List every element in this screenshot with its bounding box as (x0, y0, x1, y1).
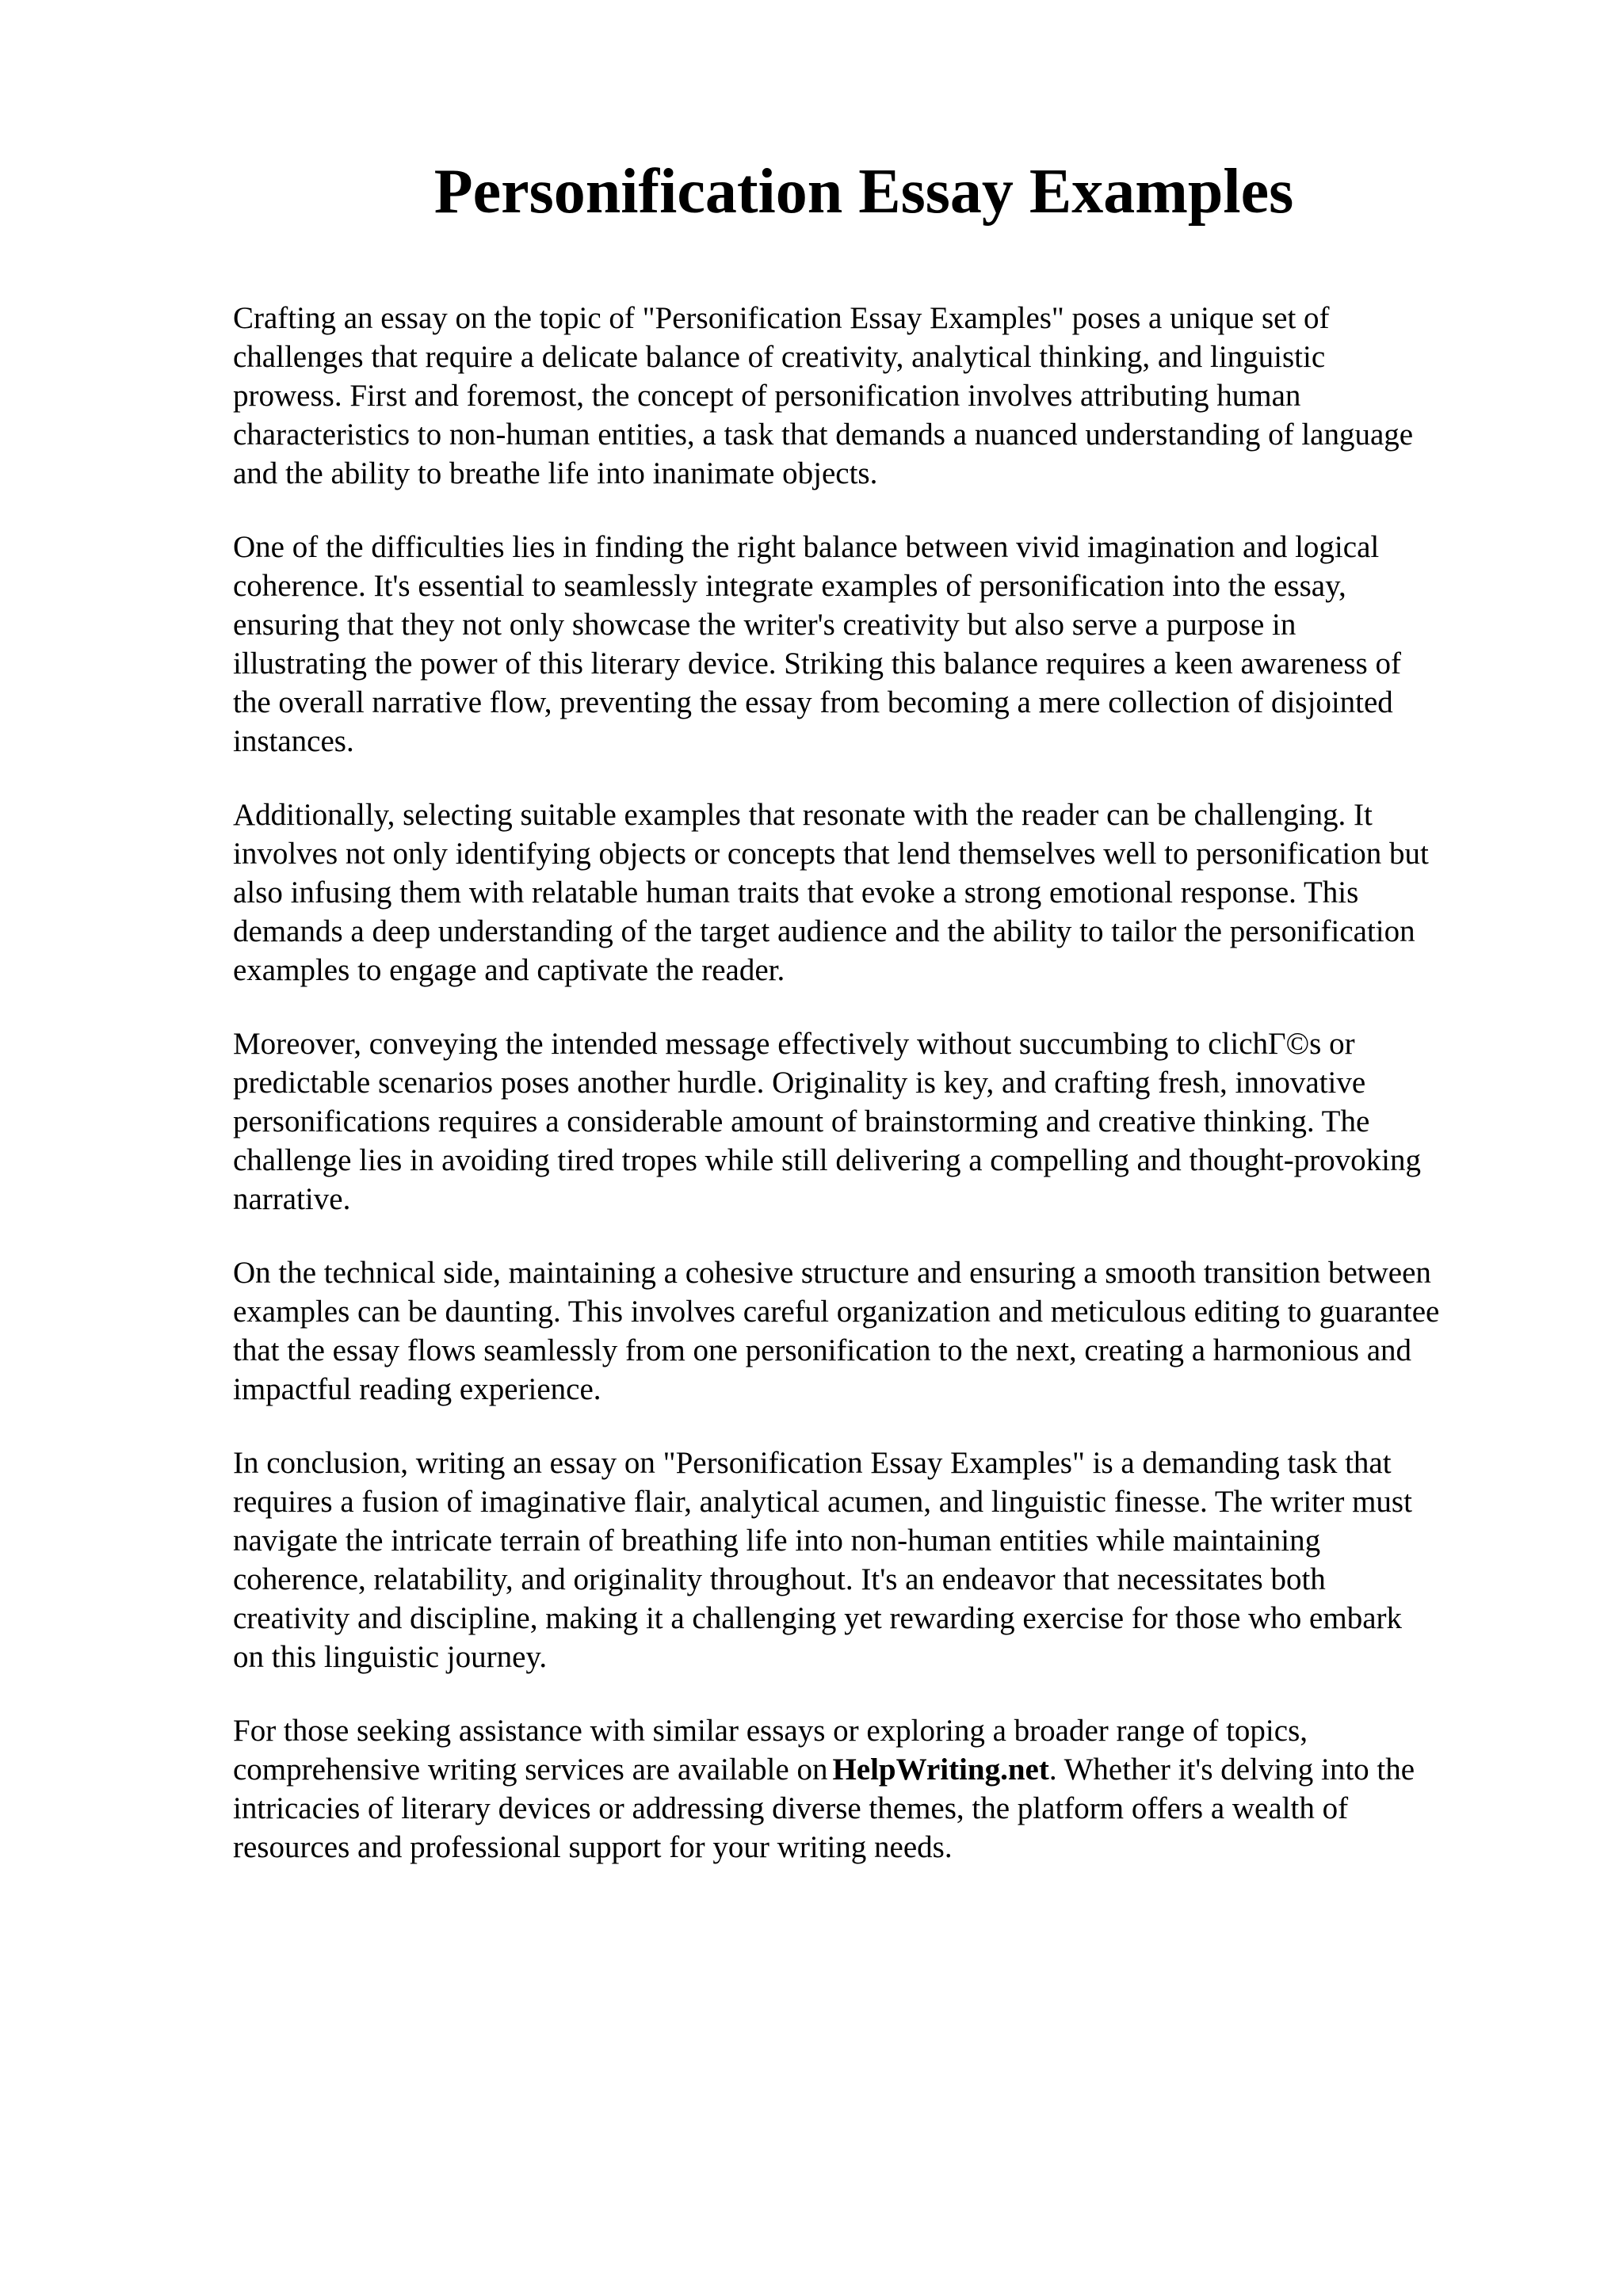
text-line: On the technical side, maintaining a cohesive structure and ensuring a smooth transition between (233, 1256, 1431, 1290)
text-line-with-link (233, 1750, 1533, 1789)
text-line: examples to engage and captivate the reader. (233, 953, 785, 987)
paragraph-5 (233, 1253, 1533, 1409)
text-line: requires a fusion of imaginative flair, analytical acumen, and linguistic finesse. The writer must (233, 1485, 1412, 1519)
closing-paragraph (233, 1711, 1533, 1867)
text-line: creativity and discipline, making it a challenging yet rewarding exercise for those who embark (233, 1601, 1402, 1635)
text-line: challenge lies in avoiding tired tropes while still delivering a compelling and thought-provoking (233, 1143, 1422, 1177)
text-line: predictable scenarios poses another hurdle. Originality is key, and crafting fresh, innovative (233, 1066, 1366, 1100)
closing-text-after-link: . Whether it's delving into the (1048, 1753, 1415, 1787)
text-line: Additionally, selecting suitable examples that resonate with the reader can be challenging. It (233, 798, 1373, 832)
text-line: navigate the intricate terrain of breathing life into non-human entities while maintaining (233, 1524, 1321, 1558)
text-line: examples can be daunting. This involves careful organization and meticulous editing to guarantee (233, 1295, 1440, 1329)
paragraph-4 (233, 1024, 1533, 1219)
text-line: coherence, relatability, and originality throughout. It's an endeavor that necessitates both (233, 1562, 1326, 1596)
text-line: Crafting an essay on the topic of "Personification Essay Examples" poses a unique set of (233, 301, 1330, 335)
text-line: resources and professional support for your writing needs. (233, 1830, 953, 1864)
text-line: that the essay flows seamlessly from one personification to the next, creating a harmonious and (233, 1333, 1412, 1367)
text-line: personifications requires a considerable amount of brainstorming and creative thinking. The (233, 1104, 1370, 1138)
text-line: coherence. It's essential to seamlessly integrate examples of personification into the essay, (233, 569, 1346, 603)
paragraph-2 (233, 528, 1533, 761)
paragraph-3 (233, 795, 1533, 990)
text-line: the overall narrative flow, preventing the essay from becoming a mere collection of disjointed (233, 685, 1393, 719)
text-line: involves not only identifying objects or concepts that lend themselves well to personification but (233, 837, 1429, 871)
text-line: challenges that require a delicate balance of creativity, analytical thinking, and linguistic (233, 340, 1326, 374)
text-line: instances. (233, 724, 354, 758)
closing-text-before-link: comprehensive writing services are available on (233, 1753, 828, 1787)
text-line: For those seeking assistance with similar essays or exploring a broader range of topics, (233, 1714, 1308, 1748)
text-line: demands a deep understanding of the target audience and the ability to tailor the personification (233, 914, 1415, 948)
paragraph-6 (233, 1444, 1533, 1676)
text-line: and the ability to breathe life into inanimate objects. (233, 456, 878, 490)
text-line: characteristics to non-human entities, a task that demands a nuanced understanding of language (233, 418, 1414, 452)
text-line: also infusing them with relatable human traits that evoke a strong emotional response. This (233, 875, 1359, 910)
text-line: impactful reading experience. (233, 1372, 601, 1406)
text-line: Moreover, conveying the intended message effectively without succumbing to clichΓ©s or (233, 1027, 1355, 1061)
text-line: narrative. (233, 1182, 351, 1216)
text-line: In conclusion, writing an essay on "Personification Essay Examples" is a demanding task that (233, 1446, 1392, 1480)
text-line: prowess. First and foremost, the concept of personification involves attributing human (233, 379, 1301, 413)
text-line: intricacies of literary devices or addressing diverse themes, the platform offers a wealth of (233, 1791, 1349, 1825)
text-line: on this linguistic journey. (233, 1640, 548, 1674)
helpwriting-link[interactable]: HelpWriting.net (832, 1753, 1049, 1787)
text-line: One of the difficulties lies in finding the right balance between vivid imagination and logical (233, 530, 1380, 564)
text-line: illustrating the power of this literary device. Striking this balance requires a keen awareness of (233, 646, 1401, 681)
text-line: ensuring that they not only showcase the writer's creativity but also serve a purpose in (233, 608, 1296, 642)
essay-body (233, 299, 1533, 1901)
paragraph-1 (233, 299, 1533, 493)
page-title: Personification Essay Examples (433, 157, 1294, 227)
